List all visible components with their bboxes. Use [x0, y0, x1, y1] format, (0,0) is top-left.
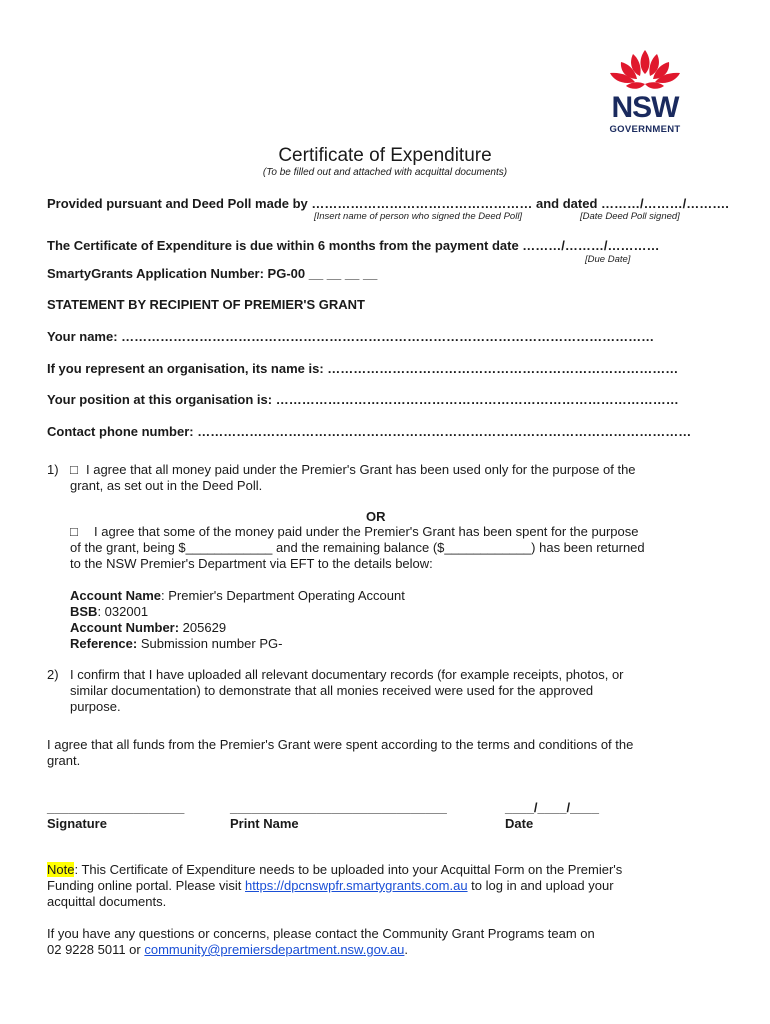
waratah-flower-icon [602, 48, 688, 94]
account-name-value: : Premier's Department Operating Account [161, 588, 405, 603]
phone-number-field[interactable]: Contact phone number: …………………………………………………………………………………………………… [47, 424, 692, 439]
print-name-label: Print Name [230, 816, 299, 831]
bsb-label: BSB [70, 604, 98, 619]
note-text: : This Certificate of Expenditure needs to be uploaded into your Acquittal Form on the Premier's [74, 862, 623, 877]
page-subtitle: (To be filled out and attached with acquittal documents) [262, 167, 508, 178]
deed-poll-date-hint: [Date Deed Poll signed] [580, 211, 680, 222]
account-name-label: Account Name [70, 588, 162, 603]
agree-line2: grant. [47, 753, 81, 768]
reference-label: Reference: [70, 636, 138, 651]
note-line2-pre: Funding online portal. Please visit [47, 878, 246, 893]
account-number-value: 205629 [179, 620, 227, 635]
option-b-text-line2: of the grant, being $____________ and the remaining balance ($____________) has been returned [70, 540, 645, 555]
print-name-line[interactable]: ______________________________ [230, 800, 447, 815]
note-line1 [47, 862, 622, 878]
due-date-hint: [Due Date] [585, 254, 631, 265]
logo-government-text: GOVERNMENT [609, 124, 681, 135]
reference-row [70, 636, 282, 652]
account-name-row [70, 588, 405, 604]
note-line2-post: to log in and upload your [467, 878, 614, 893]
your-name-field[interactable]: Your name: …………………………………………………………………………………………………………… [47, 329, 655, 344]
account-number-label: Account Number: [70, 620, 180, 635]
note-label: Note [47, 862, 75, 877]
or-separator: OR [366, 509, 386, 524]
bsb-row [70, 604, 148, 620]
organisation-name-field[interactable]: If you represent an organisation, its name is: ……………………………………………………………………… [47, 361, 679, 376]
date-line[interactable]: ____/____/____ [505, 800, 599, 815]
deed-poll-name-hint: [Insert name of person who signed the Deed Poll] [314, 211, 523, 222]
statement-heading: STATEMENT BY RECIPIENT OF PREMIER'S GRANT [47, 297, 365, 312]
item-2-line2: similar documentation) to demonstrate that all monies received were used for the approved [70, 683, 594, 698]
agree-line1: I agree that all funds from the Premier's Grant were spent according to the terms and conditions of the [47, 737, 634, 752]
application-number: SmartyGrants Application Number: PG-00 __ __ __ __ [47, 266, 378, 281]
contact-line2-post: . [404, 942, 409, 957]
note-line3: acquittal documents. [47, 894, 167, 909]
bsb-value: : 032001 [97, 604, 149, 619]
contact-line2 [47, 942, 408, 958]
reference-value: Submission number PG- [137, 636, 283, 651]
contact-line1: If you have any questions or concerns, please contact the Community Grant Programs team on [47, 926, 595, 941]
option-a-text-line1: I agree that all money paid under the Premier's Grant has been used only for the purpose of the [86, 462, 636, 477]
option-b-checkbox[interactable]: □ [70, 524, 78, 539]
date-label: Date [505, 816, 534, 831]
position-field[interactable]: Your position at this organisation is: ………………………………………………………………………………… [47, 392, 679, 407]
due-date-line: The Certificate of Expenditure is due within 6 months from the payment date ………/………/………… [47, 238, 660, 253]
note-line2 [47, 878, 614, 894]
deed-poll-line: Provided pursuant and Deed Poll made by …………………………………………… and dated ………/………/………. [47, 196, 729, 211]
account-number-row [70, 620, 226, 636]
signature-line[interactable]: ___________________ [47, 800, 185, 815]
item-1-number: 1) [47, 462, 59, 477]
option-a-checkbox[interactable]: □ [70, 462, 78, 477]
contact-email-link[interactable]: community@premiersdepartment.nsw.gov.au [144, 942, 405, 957]
logo-nsw-text: NSW [611, 91, 679, 124]
nsw-government-logo [602, 48, 688, 138]
item-2-number: 2) [47, 667, 59, 682]
signature-label: Signature [47, 816, 107, 831]
smartygrants-link[interactable]: https://dpcnswpfr.smartygrants.com.au [245, 878, 468, 893]
option-b-text-line1: I agree that some of the money paid under the Premier's Grant has been spent for the purpose [94, 524, 639, 539]
option-a-text-line2: grant, as set out in the Deed Poll. [70, 478, 263, 493]
page-title: Certificate of Expenditure [278, 145, 492, 166]
item-2-line1: I confirm that I have uploaded all relevant documentary records (for example receipts, photos, or [70, 667, 624, 682]
item-2-line3: purpose. [70, 699, 121, 714]
option-b-text-line3: to the NSW Premier's Department via EFT to the details below: [70, 556, 433, 571]
contact-phone-text: 02 9228 5011 or [47, 942, 145, 957]
